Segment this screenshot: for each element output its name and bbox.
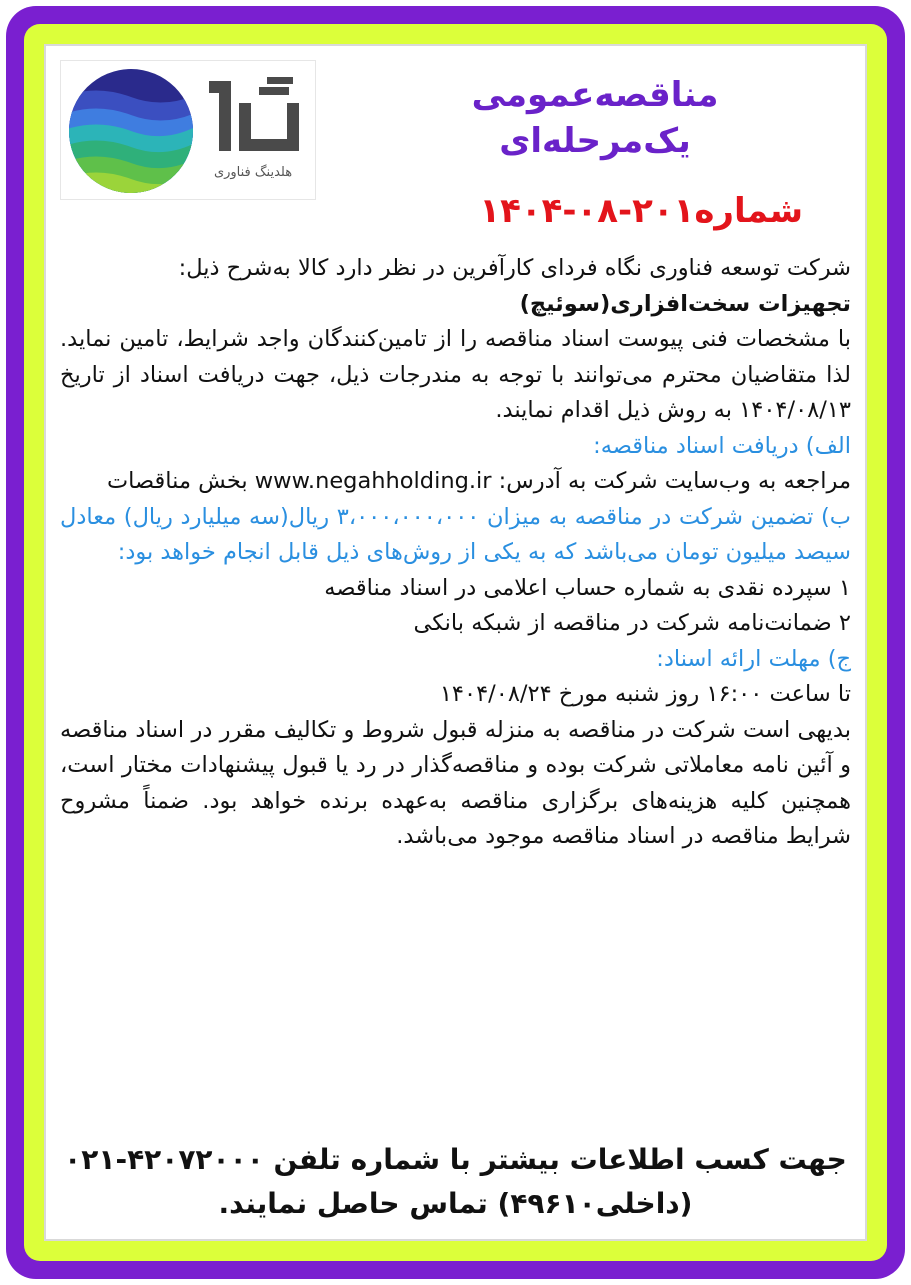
notice-title: مناقصه‌عمومی (471, 75, 719, 115)
section-a-text (60, 464, 851, 500)
contact-footer (60, 1138, 851, 1226)
notice-body (60, 251, 851, 855)
section-a-suffix: بخش مناقصات (107, 468, 248, 494)
section-b-item-1: ۱ سپرده نقدی به شماره حساب اعلامی در اسناد مناقصه (324, 574, 851, 601)
inner-frame (24, 24, 887, 1261)
logo-caption: هلدینگ فناوری (213, 165, 293, 180)
outer-frame (6, 6, 905, 1279)
conditions-text: بدیهی است شرکت در مناقصه به منزله قبول شروط و تکالیف مقرر در اسناد مناقصه و آئین نامه معاملاتی شرکت بوده و مناقصه‌گذار در رد یا قبول پیشنهادات مختار است، همچنین کلیه هزینه‌های برگزاری مناقصه به‌عهده برنده خواهد بود. ضمناً مشروح شرایط مناقصه در اسناد مناقصه موجود می‌باشد. (60, 716, 851, 849)
section-b-text: ب) تضمین شرکت در مناقصه به میزان ۳،۰۰۰،۰۰۰،۰۰۰ ریال(سه میلیارد ریال) معادل سیصد میلیون تومان می‌باشد که به یکی از روش‌های ذیل قابل انجام خواهد بود: (60, 503, 851, 565)
tender-number: شماره۲۰۱-۰۸-۱۴۰۴ (479, 191, 803, 231)
company-logo (60, 60, 316, 200)
section-a-prefix: مراجعه به وب‌سایت شرکت به آدرس: (498, 468, 851, 494)
section-b-item-2: ۲ ضمانت‌نامه شرکت در مناقصه از شبکه بانکی (413, 610, 851, 636)
website-link[interactable]: www.negahholding.ir (254, 468, 492, 494)
intro-paragraph: با مشخصات فنی پیوست اسناد مناقصه را از تامین‌کنندگان واجد شرایط، تامین نماید. لذا متقاضیان محترم می‌توانند با توجه به مندرجات ذیل، جهت دریافت اسناد از تاریخ ۱۴۰۴/۰۸/۱۳ به روش ذیل اقدام نمایند. (60, 326, 851, 423)
tender-subject: تجهیزات سخت‌افزاری(سوئیچ) (519, 290, 851, 317)
notice-subtitle: یک‌مرحله‌ای (499, 121, 691, 161)
logo-wordmark-icon (201, 73, 307, 165)
deadline-text: تا ساعت ۱۶:۰۰ روز شنبه مورخ ۱۴۰۴/۰۸/۲۴ (439, 681, 851, 707)
section-a-heading: الف) دریافت اسناد مناقصه: (593, 432, 851, 459)
notice-paper (44, 44, 867, 1241)
contact-line-1: جهت کسب اطلاعات بیشتر با شماره تلفن ۴۲۰۷۲۰۰۰-۰۲۱ (64, 1143, 847, 1176)
wave-circle-icon (67, 67, 195, 195)
section-c-heading: ج) مهلت ارائه اسناد: (656, 645, 851, 672)
contact-line-2: (داخلی۴۹۶۱۰) تماس حاصل نمایند. (218, 1187, 693, 1220)
intro-line: شرکت توسعه فناوری نگاه فردای کارآفرین در نظر دارد کالا به‌شرح ذیل: (178, 255, 851, 281)
notice-header (345, 72, 845, 164)
